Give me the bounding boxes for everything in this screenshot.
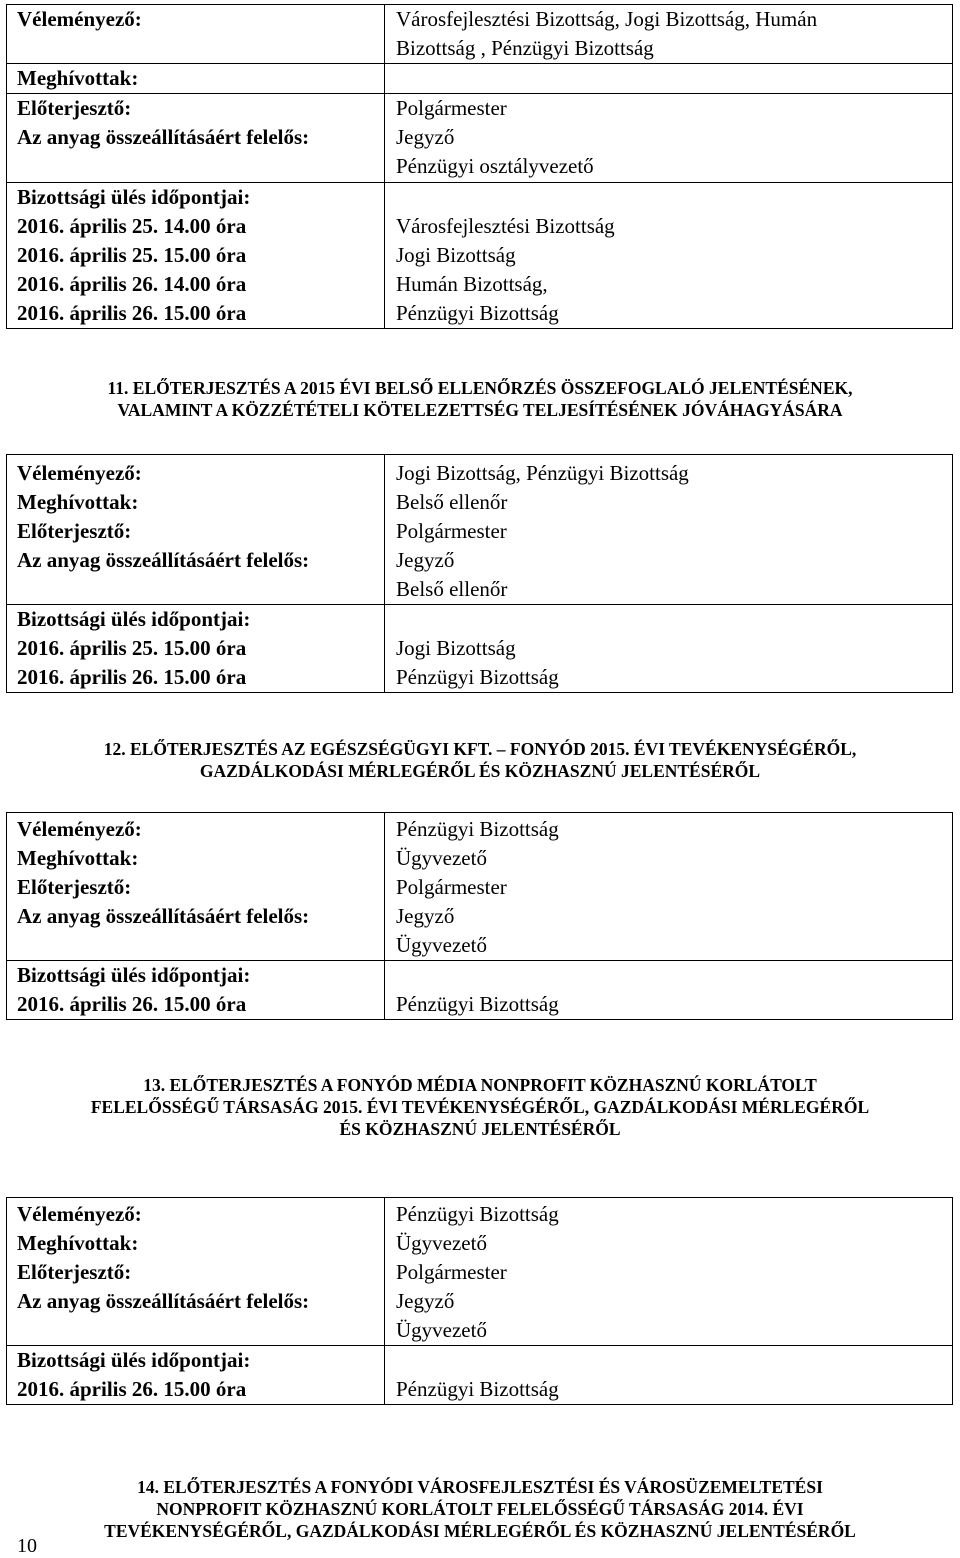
presenter-value: Polgármester xyxy=(396,96,507,120)
reviewer-value: Városfejlesztési Bizottság, Jogi Bizottság, Humán xyxy=(396,7,818,31)
reviewer-label: Véleményező: xyxy=(17,817,142,841)
meeting-date: 2016. április 25. 14.00 óra xyxy=(17,214,247,238)
responsible-value: Pénzügyi osztályvezető xyxy=(396,154,594,178)
reviewer-value: Jogi Bizottság, Pénzügyi Bizottság xyxy=(396,461,689,485)
reviewer-label: Véleményező: xyxy=(17,7,142,31)
responsible-value: Jegyző xyxy=(396,904,455,928)
table-row xyxy=(7,455,953,605)
section-heading-14: 14. ELŐTERJESZTÉS A FONYÓDI VÁROSFEJLESZTÉSI ÉS VÁROSÜZEMELTETÉSI NONPROFIT KÖZHASZNÚ KORLÁTOLT FELELŐSSÉGŰ TÁRSASÁG 2014. ÉVI TEVÉKENYSÉGÉRŐL, GAZDÁLKODÁSI MÉRLEGÉRŐL ÉS KÖZHASZNÚ JELENTÉSÉRŐL xyxy=(104,1477,856,1541)
committee-name: Humán Bizottság, xyxy=(396,272,548,296)
meeting-date: 2016. április 25. 15.00 óra xyxy=(17,636,247,660)
agenda-table-2 xyxy=(6,454,953,693)
meeting-dates-label: Bizottsági ülés időpontjai: xyxy=(17,1348,251,1372)
table-row xyxy=(7,5,953,64)
meeting-date: 2016. április 26. 15.00 óra xyxy=(17,992,247,1016)
table-row xyxy=(7,1198,953,1346)
meeting-date: 2016. április 26. 15.00 óra xyxy=(17,665,247,689)
reviewer-value: Pénzügyi Bizottság xyxy=(396,817,559,841)
table-row xyxy=(7,961,953,1020)
table-row xyxy=(7,813,953,961)
responsible-value: Ügyvezető xyxy=(396,933,487,957)
presenter-label: Előterjesztő: xyxy=(17,519,132,543)
meeting-dates-label: Bizottsági ülés időpontjai: xyxy=(17,607,251,631)
presenter-label: Előterjesztő: xyxy=(17,1260,132,1284)
table-row xyxy=(7,94,953,183)
table-row xyxy=(7,183,953,329)
committee-name: Pénzügyi Bizottság xyxy=(396,992,559,1016)
reviewer-value: Pénzügyi Bizottság xyxy=(396,1202,559,1226)
reviewer-label: Véleményező: xyxy=(17,1202,142,1226)
invitees-label: Meghívottak: xyxy=(17,1231,139,1255)
responsible-label: Az anyag összeállításáért felelős: xyxy=(17,1289,310,1313)
agenda-table-1 xyxy=(6,4,953,329)
committee-name: Városfejlesztési Bizottság xyxy=(396,214,615,238)
presenter-value: Polgármester xyxy=(396,519,507,543)
responsible-value: Belső ellenőr xyxy=(396,577,508,601)
section-heading-11: 11. ELŐTERJESZTÉS A 2015 ÉVI BELSŐ ELLENŐRZÉS ÖSSZEFOGLALÓ JELENTÉSÉNEK, VALAMINT A KÖZZÉTÉTELI KÖTELEZETTSÉG TELJESÍTÉSÉNEK JÓVÁHAGYÁSÁRA xyxy=(107,378,853,420)
committee-name: Pénzügyi Bizottság xyxy=(396,665,559,689)
committee-name: Jogi Bizottság xyxy=(396,243,516,267)
section-heading-12: 12. ELŐTERJESZTÉS AZ EGÉSZSÉGÜGYI KFT. – FONYÓD 2015. ÉVI TEVÉKENYSÉGÉRŐL, GAZDÁLKODÁSI MÉRLEGÉRŐL ÉS KÖZHASZNÚ JELENTÉSÉRŐL xyxy=(103,739,857,781)
committee-name: Pénzügyi Bizottság xyxy=(396,301,559,325)
responsible-label: Az anyag összeállításáért felelős: xyxy=(17,904,310,928)
table-row xyxy=(7,605,953,693)
responsible-value: Jegyző xyxy=(396,548,455,572)
invitees-label: Meghívottak: xyxy=(17,846,139,870)
invitees-value: Ügyvezető xyxy=(396,1231,487,1255)
responsible-value: Ügyvezető xyxy=(396,1318,487,1342)
committee-name: Pénzügyi Bizottság xyxy=(396,1377,559,1401)
table-row xyxy=(7,1346,953,1405)
meeting-date: 2016. április 26. 15.00 óra xyxy=(17,301,247,325)
meeting-date: 2016. április 25. 15.00 óra xyxy=(17,243,247,267)
agenda-table-3 xyxy=(6,812,953,1020)
responsible-label: Az anyag összeállításáért felelős: xyxy=(17,125,310,149)
meeting-dates-label: Bizottsági ülés időpontjai: xyxy=(17,185,251,209)
invitees-value: Ügyvezető xyxy=(396,846,487,870)
presenter-value: Polgármester xyxy=(396,875,507,899)
responsible-value: Jegyző xyxy=(396,125,455,149)
invitees-value xyxy=(385,64,953,94)
presenter-value: Polgármester xyxy=(396,1260,507,1284)
presenter-label: Előterjesztő: xyxy=(17,96,132,120)
committee-name: Jogi Bizottság xyxy=(396,636,516,660)
table-row xyxy=(7,64,953,94)
responsible-value: Jegyző xyxy=(396,1289,455,1313)
meeting-date: 2016. április 26. 15.00 óra xyxy=(17,1377,247,1401)
reviewer-label: Véleményező: xyxy=(17,461,142,485)
meeting-dates-label: Bizottsági ülés időpontjai: xyxy=(17,963,251,987)
meeting-date: 2016. április 26. 14.00 óra xyxy=(17,272,247,296)
invitees-label: Meghívottak: xyxy=(17,66,139,90)
reviewer-value: Bizottság , Pénzügyi Bizottság xyxy=(396,36,654,60)
invitees-label: Meghívottak: xyxy=(17,490,139,514)
responsible-label: Az anyag összeállításáért felelős: xyxy=(17,548,310,572)
agenda-table-4 xyxy=(6,1197,953,1405)
page-number: 10 xyxy=(17,1535,37,1557)
section-heading-13: 13. ELŐTERJESZTÉS A FONYÓD MÉDIA NONPROFIT KÖZHASZNÚ KORLÁTOLT FELELŐSSÉGŰ TÁRSASÁG 2015. ÉVI TEVÉKENYSÉGÉRŐL, GAZDÁLKODÁSI MÉRLEGÉRŐL ÉS KÖZHASZNÚ JELENTÉSÉRŐL xyxy=(90,1075,870,1139)
invitees-value: Belső ellenőr xyxy=(396,490,508,514)
presenter-label: Előterjesztő: xyxy=(17,875,132,899)
